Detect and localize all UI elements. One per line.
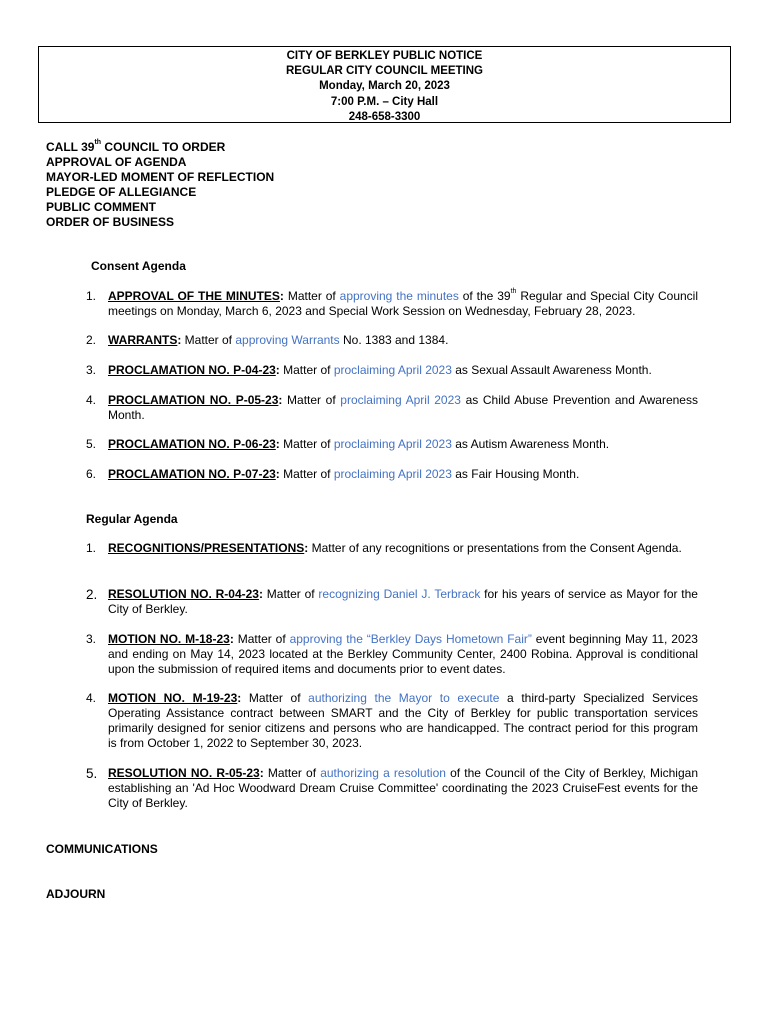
header-time-place: 7:00 P.M. – City Hall bbox=[330, 95, 439, 108]
notice-header-box bbox=[38, 46, 731, 123]
communications-heading: COMMUNICATIONS bbox=[46, 842, 158, 856]
item-link[interactable]: proclaiming April 2023 bbox=[333, 437, 452, 451]
item-text-post: event beginning May 11, 2023 and ending on May 14, 2023 located at the Berkley Community Center, 2400 Robina. Approval is conditional upon the submission of required items and documents prior to event dates. bbox=[108, 632, 698, 676]
item-label: MOTION NO. M-19-23 bbox=[108, 691, 238, 705]
item-colon: : bbox=[304, 541, 309, 555]
item-text-post2: Regular and Special City Council meetings on Monday, March 6, 2023 and Special Work Session on Wednesday, February 28, 2023. bbox=[108, 289, 698, 318]
item-link[interactable]: approving the minutes bbox=[339, 289, 459, 303]
item-label: PROCLAMATION NO. P-05-23 bbox=[108, 393, 279, 407]
call-to-order-rest: COUNCIL TO ORDER bbox=[101, 140, 226, 154]
item-number: 4. bbox=[86, 393, 97, 407]
item-colon: : bbox=[177, 333, 182, 347]
item-colon: : bbox=[229, 632, 234, 646]
header-phone: 248-658-3300 bbox=[348, 110, 421, 123]
item-colon: : bbox=[259, 766, 264, 780]
item-label: PROCLAMATION NO. P-04-23 bbox=[108, 363, 276, 377]
item-label: PROCLAMATION NO. P-06-23 bbox=[108, 437, 276, 451]
item-label: PROCLAMATION NO. P-07-23 bbox=[108, 467, 276, 481]
header-meeting: REGULAR CITY COUNCIL MEETING bbox=[286, 65, 483, 78]
item-colon: : bbox=[278, 393, 283, 407]
pledge-of-allegiance: PLEDGE OF ALLEGIANCE bbox=[46, 185, 197, 199]
item-colon: : bbox=[275, 437, 280, 451]
item-colon: : bbox=[275, 363, 280, 377]
item-text bbox=[108, 766, 698, 811]
item-number: 3. bbox=[86, 363, 97, 377]
item-link[interactable]: authorizing the Mayor to execute bbox=[308, 691, 500, 705]
header-title: CITY OF BERKLEY PUBLIC NOTICE bbox=[286, 50, 483, 62]
item-link[interactable]: approving Warrants bbox=[235, 333, 340, 347]
item-text-pre: Matter of bbox=[262, 587, 319, 601]
item-number: 2. bbox=[86, 333, 97, 347]
item-number: 5. bbox=[86, 766, 98, 781]
item-text bbox=[108, 541, 698, 556]
item-text bbox=[108, 632, 698, 677]
item-colon: : bbox=[279, 289, 284, 303]
item-text-pre: Matter of bbox=[282, 393, 341, 407]
item-link[interactable]: proclaiming April 2023 bbox=[333, 363, 452, 377]
item-text-pre: Matter of bbox=[279, 363, 334, 377]
header-date: Monday, March 20, 2023 bbox=[319, 80, 450, 93]
item-colon: : bbox=[275, 467, 280, 481]
order-of-proceedings bbox=[46, 140, 274, 230]
item-text-pre: Matter of bbox=[241, 691, 309, 705]
item-link[interactable]: authorizing a resolution bbox=[320, 766, 446, 780]
consent-agenda-heading: Consent Agenda bbox=[91, 259, 186, 273]
item-text bbox=[108, 363, 698, 378]
item-colon: : bbox=[237, 691, 242, 705]
item-text-pre: Matter of bbox=[283, 289, 340, 303]
item-text-pre: Matter of bbox=[263, 766, 321, 780]
item-text bbox=[108, 333, 698, 348]
item-text-post: a third-party Specialized Services Operating Assistance contract between SMART and the City of Berkley for public transportation services primarily designed for senior citizens and persons who are handicapped. The contract period for this program is from October 1, 2022 to September 30, 2023. bbox=[108, 691, 698, 750]
public-comment: PUBLIC COMMENT bbox=[46, 200, 156, 214]
item-text bbox=[108, 691, 698, 751]
item-link[interactable]: proclaiming April 2023 bbox=[333, 467, 452, 481]
item-text bbox=[108, 289, 698, 319]
item-label: WARRANTS bbox=[108, 333, 178, 347]
item-label: RESOLUTION NO. R-05-23 bbox=[108, 766, 260, 780]
item-text bbox=[108, 467, 698, 482]
item-label: RECOGNITIONS/PRESENTATIONS bbox=[108, 541, 305, 555]
item-label: RESOLUTION NO. R-04-23 bbox=[108, 587, 259, 601]
item-link[interactable]: approving the “Berkley Days Hometown Fair” bbox=[289, 632, 532, 646]
item-link[interactable]: recognizing Daniel J. Terbrack bbox=[318, 587, 481, 601]
item-text-pre: Matter of bbox=[181, 333, 236, 347]
item-sup: th bbox=[510, 288, 517, 295]
item-number: 3. bbox=[86, 632, 97, 646]
item-text-post: as Fair Housing Month. bbox=[451, 467, 580, 481]
item-number: 2. bbox=[86, 587, 98, 602]
item-link[interactable]: proclaiming April 2023 bbox=[340, 393, 461, 407]
item-text-post: as Autism Awareness Month. bbox=[451, 437, 610, 451]
item-text-pre: Matter of bbox=[233, 632, 290, 646]
item-text bbox=[108, 437, 698, 452]
item-text bbox=[108, 393, 698, 423]
adjourn-heading: ADJOURN bbox=[46, 887, 106, 901]
item-text-post: of the 39 bbox=[458, 289, 511, 303]
item-text-pre: Matter of bbox=[279, 437, 334, 451]
item-number: 1. bbox=[86, 289, 97, 303]
item-label: MOTION NO. M-18-23 bbox=[108, 632, 230, 646]
item-text-pre: Matter of bbox=[279, 467, 334, 481]
item-text bbox=[108, 587, 698, 617]
item-colon: : bbox=[258, 587, 263, 601]
call-to-order-sup: th bbox=[94, 139, 102, 146]
item-text-post: of the Council of the City of Berkley, Michigan establishing an 'Ad Hoc Woodward Dream Cruise Committee' coordinating the 2023 CruiseFest events for the City of Berkley. bbox=[108, 766, 698, 810]
item-text-post: for his years of service as Mayor for the City of Berkley. bbox=[108, 587, 698, 616]
regular-agenda-heading: Regular Agenda bbox=[86, 512, 178, 526]
item-text-post: as Child Abuse Prevention and Awareness Month. bbox=[108, 393, 698, 422]
item-text-post: as Sexual Assault Awareness Month. bbox=[451, 363, 652, 377]
item-text-pre: Matter of any recognitions or presentations from the Consent Agenda. bbox=[308, 541, 682, 555]
moment-of-reflection: MAYOR-LED MOMENT OF REFLECTION bbox=[46, 170, 275, 184]
item-number: 6. bbox=[86, 467, 97, 481]
item-label: APPROVAL OF THE MINUTES bbox=[108, 289, 280, 303]
item-number: 5. bbox=[86, 437, 97, 451]
approval-of-agenda: APPROVAL OF AGENDA bbox=[46, 155, 187, 169]
call-to-order bbox=[46, 140, 274, 155]
order-of-business: ORDER OF BUSINESS bbox=[46, 215, 175, 229]
call-to-order-text: CALL 39 bbox=[46, 140, 95, 154]
item-number: 4. bbox=[86, 691, 97, 705]
item-number: 1. bbox=[86, 541, 97, 555]
item-text-post: No. 1383 and 1384. bbox=[339, 333, 449, 347]
